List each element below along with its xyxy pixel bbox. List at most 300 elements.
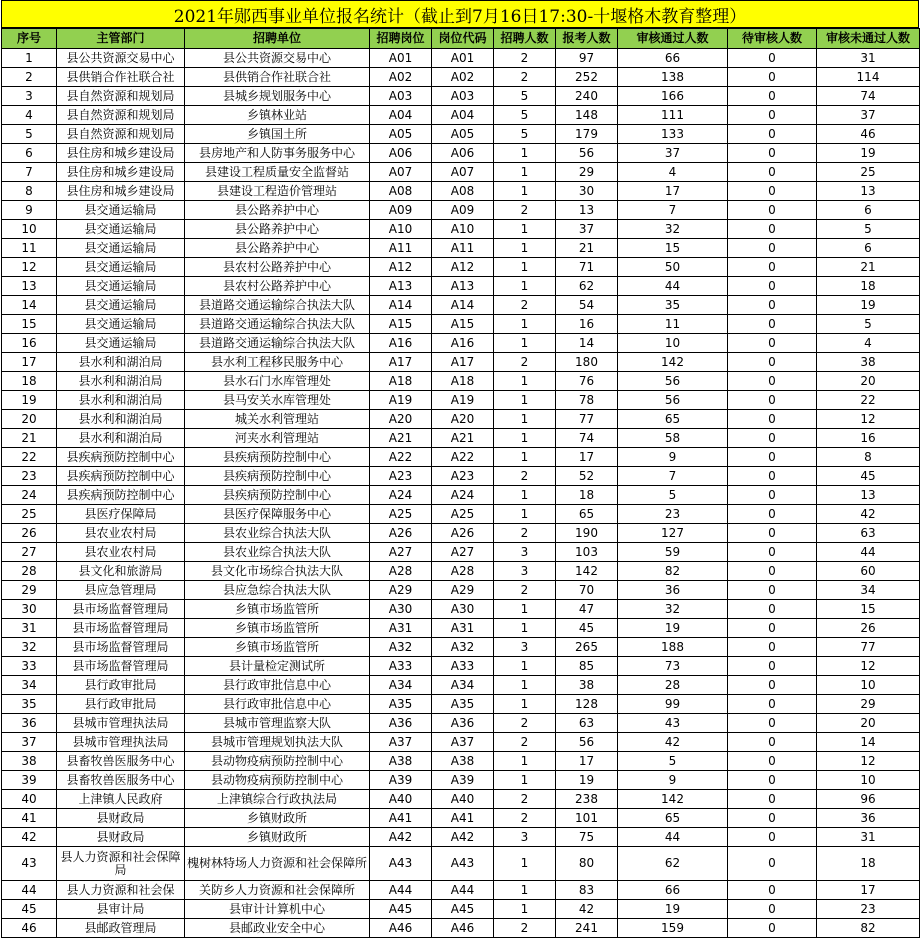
cell-applicants[interactable]: 238 <box>556 790 618 809</box>
cell-pending[interactable]: 0 <box>728 809 817 828</box>
cell-rejected[interactable]: 96 <box>817 790 920 809</box>
cell-position-code[interactable]: A14 <box>432 296 494 315</box>
cell-position[interactable]: A29 <box>370 581 432 600</box>
cell-department[interactable]: 县医疗保障局 <box>57 505 185 524</box>
cell-rejected[interactable]: 19 <box>817 296 920 315</box>
cell-approved[interactable]: 43 <box>618 714 728 733</box>
cell-department[interactable]: 县自然资源和规划局 <box>57 87 185 106</box>
cell-pending[interactable]: 0 <box>728 714 817 733</box>
cell-applicants[interactable]: 63 <box>556 714 618 733</box>
cell-quota[interactable]: 3 <box>494 543 556 562</box>
cell-position-code[interactable]: A33 <box>432 657 494 676</box>
cell-employer[interactable]: 城关水利管理站 <box>185 410 370 429</box>
cell-quota[interactable]: 2 <box>494 790 556 809</box>
cell-position[interactable]: A25 <box>370 505 432 524</box>
cell-applicants[interactable]: 71 <box>556 258 618 277</box>
cell-position-code[interactable]: A24 <box>432 486 494 505</box>
cell-quota[interactable]: 1 <box>494 448 556 467</box>
cell-applicants[interactable]: 16 <box>556 315 618 334</box>
cell-quota[interactable]: 1 <box>494 657 556 676</box>
cell-position[interactable]: A26 <box>370 524 432 543</box>
header-cell-index[interactable]: 序号 <box>2 29 57 49</box>
cell-applicants[interactable]: 42 <box>556 900 618 919</box>
cell-position-code[interactable]: A42 <box>432 828 494 847</box>
cell-department[interactable]: 县畜牧兽医服务中心 <box>57 752 185 771</box>
cell-quota[interactable]: 1 <box>494 600 556 619</box>
cell-index[interactable]: 39 <box>2 771 57 790</box>
cell-index[interactable]: 9 <box>2 201 57 220</box>
cell-employer[interactable]: 乡镇财政所 <box>185 828 370 847</box>
cell-approved[interactable]: 44 <box>618 828 728 847</box>
cell-employer[interactable]: 县建设工程造价管理站 <box>185 182 370 201</box>
cell-index[interactable]: 11 <box>2 239 57 258</box>
cell-rejected[interactable]: 19 <box>817 144 920 163</box>
cell-department[interactable]: 县交通运输局 <box>57 296 185 315</box>
cell-department[interactable]: 县交通运输局 <box>57 315 185 334</box>
cell-applicants[interactable]: 80 <box>556 847 618 881</box>
cell-quota[interactable]: 1 <box>494 847 556 881</box>
cell-employer[interactable]: 县邮政业安全中心 <box>185 919 370 938</box>
cell-department[interactable]: 县交通运输局 <box>57 277 185 296</box>
cell-applicants[interactable]: 37 <box>556 220 618 239</box>
cell-position[interactable]: A43 <box>370 847 432 881</box>
cell-position-code[interactable]: A40 <box>432 790 494 809</box>
cell-pending[interactable]: 0 <box>728 87 817 106</box>
cell-position[interactable]: A14 <box>370 296 432 315</box>
cell-pending[interactable]: 0 <box>728 581 817 600</box>
cell-quota[interactable]: 5 <box>494 87 556 106</box>
cell-position[interactable]: A46 <box>370 919 432 938</box>
cell-employer[interactable]: 县农村公路养护中心 <box>185 258 370 277</box>
cell-applicants[interactable]: 17 <box>556 448 618 467</box>
cell-employer[interactable]: 县疾病预防控制中心 <box>185 448 370 467</box>
cell-department[interactable]: 县市场监督管理局 <box>57 638 185 657</box>
cell-approved[interactable]: 7 <box>618 467 728 486</box>
cell-rejected[interactable]: 26 <box>817 619 920 638</box>
header-cell-approved[interactable]: 审核通过人数 <box>618 29 728 49</box>
cell-applicants[interactable]: 78 <box>556 391 618 410</box>
cell-position-code[interactable]: A06 <box>432 144 494 163</box>
cell-quota[interactable]: 1 <box>494 881 556 900</box>
cell-index[interactable]: 32 <box>2 638 57 657</box>
cell-rejected[interactable]: 60 <box>817 562 920 581</box>
cell-index[interactable]: 16 <box>2 334 57 353</box>
cell-quota[interactable]: 1 <box>494 182 556 201</box>
cell-rejected[interactable]: 31 <box>817 828 920 847</box>
cell-position-code[interactable]: A12 <box>432 258 494 277</box>
cell-quota[interactable]: 1 <box>494 486 556 505</box>
cell-employer[interactable]: 乡镇财政所 <box>185 809 370 828</box>
cell-approved[interactable]: 23 <box>618 505 728 524</box>
cell-index[interactable]: 23 <box>2 467 57 486</box>
cell-rejected[interactable]: 12 <box>817 752 920 771</box>
cell-pending[interactable]: 0 <box>728 239 817 258</box>
cell-applicants[interactable]: 65 <box>556 505 618 524</box>
cell-applicants[interactable]: 180 <box>556 353 618 372</box>
cell-employer[interactable]: 乡镇市场监管所 <box>185 600 370 619</box>
cell-rejected[interactable]: 18 <box>817 277 920 296</box>
cell-applicants[interactable]: 103 <box>556 543 618 562</box>
cell-index[interactable]: 10 <box>2 220 57 239</box>
cell-pending[interactable]: 0 <box>728 881 817 900</box>
cell-approved[interactable]: 65 <box>618 809 728 828</box>
cell-position[interactable]: A40 <box>370 790 432 809</box>
cell-index[interactable]: 34 <box>2 676 57 695</box>
cell-applicants[interactable]: 54 <box>556 296 618 315</box>
cell-position[interactable]: A21 <box>370 429 432 448</box>
cell-employer[interactable]: 乡镇市场监管所 <box>185 638 370 657</box>
cell-employer[interactable]: 县房地产和人防事务服务中心 <box>185 144 370 163</box>
cell-quota[interactable]: 1 <box>494 239 556 258</box>
cell-position[interactable]: A06 <box>370 144 432 163</box>
cell-quota[interactable]: 2 <box>494 353 556 372</box>
cell-employer[interactable]: 上津镇综合行政执法局 <box>185 790 370 809</box>
cell-position[interactable]: A08 <box>370 182 432 201</box>
cell-index[interactable]: 18 <box>2 372 57 391</box>
cell-position-code[interactable]: A37 <box>432 733 494 752</box>
cell-quota[interactable]: 1 <box>494 676 556 695</box>
cell-position-code[interactable]: A10 <box>432 220 494 239</box>
cell-position[interactable]: A03 <box>370 87 432 106</box>
cell-department[interactable]: 县城市管理执法局 <box>57 733 185 752</box>
cell-approved[interactable]: 42 <box>618 733 728 752</box>
cell-index[interactable]: 33 <box>2 657 57 676</box>
cell-employer[interactable]: 县行政审批信息中心 <box>185 676 370 695</box>
cell-index[interactable]: 27 <box>2 543 57 562</box>
cell-pending[interactable]: 0 <box>728 524 817 543</box>
cell-pending[interactable]: 0 <box>728 410 817 429</box>
cell-index[interactable]: 24 <box>2 486 57 505</box>
cell-employer[interactable]: 县供销合作社联合社 <box>185 68 370 87</box>
cell-index[interactable]: 5 <box>2 125 57 144</box>
cell-position[interactable]: A44 <box>370 881 432 900</box>
cell-department[interactable]: 县邮政管理局 <box>57 919 185 938</box>
cell-approved[interactable]: 56 <box>618 372 728 391</box>
cell-position[interactable]: A10 <box>370 220 432 239</box>
cell-applicants[interactable]: 45 <box>556 619 618 638</box>
header-cell-department[interactable]: 主管部门 <box>57 29 185 49</box>
cell-pending[interactable]: 0 <box>728 201 817 220</box>
cell-index[interactable]: 12 <box>2 258 57 277</box>
cell-approved[interactable]: 7 <box>618 201 728 220</box>
cell-pending[interactable]: 0 <box>728 144 817 163</box>
cell-position[interactable]: A18 <box>370 372 432 391</box>
cell-applicants[interactable]: 13 <box>556 201 618 220</box>
cell-employer[interactable]: 乡镇市场监管所 <box>185 619 370 638</box>
cell-employer[interactable]: 河夹水利管理站 <box>185 429 370 448</box>
cell-quota[interactable]: 3 <box>494 562 556 581</box>
cell-applicants[interactable]: 30 <box>556 182 618 201</box>
cell-quota[interactable]: 2 <box>494 296 556 315</box>
cell-applicants[interactable]: 29 <box>556 163 618 182</box>
cell-position-code[interactable]: A36 <box>432 714 494 733</box>
cell-quota[interactable]: 1 <box>494 505 556 524</box>
cell-quota[interactable]: 1 <box>494 315 556 334</box>
cell-approved[interactable]: 32 <box>618 220 728 239</box>
cell-position-code[interactable]: A27 <box>432 543 494 562</box>
cell-applicants[interactable]: 19 <box>556 771 618 790</box>
cell-position[interactable]: A27 <box>370 543 432 562</box>
cell-position[interactable]: A28 <box>370 562 432 581</box>
cell-position[interactable]: A41 <box>370 809 432 828</box>
cell-index[interactable]: 46 <box>2 919 57 938</box>
cell-applicants[interactable]: 190 <box>556 524 618 543</box>
cell-position-code[interactable]: A44 <box>432 881 494 900</box>
cell-applicants[interactable]: 38 <box>556 676 618 695</box>
cell-position[interactable]: A13 <box>370 277 432 296</box>
cell-index[interactable]: 37 <box>2 733 57 752</box>
cell-department[interactable]: 县应急管理局 <box>57 581 185 600</box>
cell-pending[interactable]: 0 <box>728 182 817 201</box>
cell-rejected[interactable]: 5 <box>817 315 920 334</box>
cell-quota[interactable]: 2 <box>494 201 556 220</box>
cell-pending[interactable]: 0 <box>728 505 817 524</box>
cell-quota[interactable]: 1 <box>494 144 556 163</box>
cell-rejected[interactable]: 36 <box>817 809 920 828</box>
cell-employer[interactable]: 县应急综合执法大队 <box>185 581 370 600</box>
cell-approved[interactable]: 4 <box>618 163 728 182</box>
cell-department[interactable]: 县城市管理执法局 <box>57 714 185 733</box>
cell-position[interactable]: A19 <box>370 391 432 410</box>
cell-position[interactable]: A01 <box>370 49 432 68</box>
cell-rejected[interactable]: 20 <box>817 372 920 391</box>
cell-employer[interactable]: 乡镇国土所 <box>185 125 370 144</box>
cell-index[interactable]: 2 <box>2 68 57 87</box>
cell-department[interactable]: 县行政审批局 <box>57 676 185 695</box>
cell-approved[interactable]: 5 <box>618 486 728 505</box>
cell-approved[interactable]: 59 <box>618 543 728 562</box>
cell-index[interactable]: 17 <box>2 353 57 372</box>
cell-position[interactable]: A32 <box>370 638 432 657</box>
cell-employer[interactable]: 县道路交通运输综合执法大队 <box>185 296 370 315</box>
cell-approved[interactable]: 159 <box>618 919 728 938</box>
cell-department[interactable]: 上津镇人民政府 <box>57 790 185 809</box>
cell-rejected[interactable]: 14 <box>817 733 920 752</box>
cell-approved[interactable]: 188 <box>618 638 728 657</box>
cell-approved[interactable]: 11 <box>618 315 728 334</box>
cell-position[interactable]: A24 <box>370 486 432 505</box>
cell-index[interactable]: 1 <box>2 49 57 68</box>
cell-rejected[interactable]: 10 <box>817 676 920 695</box>
cell-approved[interactable]: 142 <box>618 790 728 809</box>
cell-position[interactable]: A30 <box>370 600 432 619</box>
cell-position-code[interactable]: A15 <box>432 315 494 334</box>
cell-applicants[interactable]: 18 <box>556 486 618 505</box>
cell-position[interactable]: A34 <box>370 676 432 695</box>
cell-approved[interactable]: 5 <box>618 752 728 771</box>
cell-rejected[interactable]: 29 <box>817 695 920 714</box>
cell-employer[interactable]: 县疾病预防控制中心 <box>185 486 370 505</box>
cell-pending[interactable]: 0 <box>728 467 817 486</box>
cell-position-code[interactable]: A17 <box>432 353 494 372</box>
cell-position[interactable]: A20 <box>370 410 432 429</box>
cell-quota[interactable]: 1 <box>494 619 556 638</box>
cell-pending[interactable]: 0 <box>728 619 817 638</box>
cell-pending[interactable]: 0 <box>728 296 817 315</box>
cell-rejected[interactable]: 20 <box>817 714 920 733</box>
cell-employer[interactable]: 关防乡人力资源和社会保障所 <box>185 881 370 900</box>
cell-department[interactable]: 县水利和湖泊局 <box>57 372 185 391</box>
header-cell-pending[interactable]: 待审核人数 <box>728 29 817 49</box>
cell-rejected[interactable]: 37 <box>817 106 920 125</box>
cell-position[interactable]: A12 <box>370 258 432 277</box>
cell-employer[interactable]: 县行政审批信息中心 <box>185 695 370 714</box>
cell-department[interactable]: 县财政局 <box>57 828 185 847</box>
cell-applicants[interactable]: 101 <box>556 809 618 828</box>
cell-applicants[interactable]: 62 <box>556 277 618 296</box>
cell-applicants[interactable]: 76 <box>556 372 618 391</box>
cell-employer[interactable]: 县公共资源交易中心 <box>185 49 370 68</box>
cell-rejected[interactable]: 18 <box>817 847 920 881</box>
cell-position-code[interactable]: A01 <box>432 49 494 68</box>
cell-position-code[interactable]: A31 <box>432 619 494 638</box>
cell-position[interactable]: A17 <box>370 353 432 372</box>
cell-quota[interactable]: 2 <box>494 467 556 486</box>
cell-employer[interactable]: 县城市管理监察大队 <box>185 714 370 733</box>
cell-index[interactable]: 8 <box>2 182 57 201</box>
cell-applicants[interactable]: 70 <box>556 581 618 600</box>
cell-position-code[interactable]: A30 <box>432 600 494 619</box>
cell-position[interactable]: A35 <box>370 695 432 714</box>
cell-approved[interactable]: 17 <box>618 182 728 201</box>
cell-approved[interactable]: 127 <box>618 524 728 543</box>
cell-pending[interactable]: 0 <box>728 486 817 505</box>
cell-pending[interactable]: 0 <box>728 790 817 809</box>
cell-department[interactable]: 县水利和湖泊局 <box>57 429 185 448</box>
cell-rejected[interactable]: 46 <box>817 125 920 144</box>
cell-position-code[interactable]: A34 <box>432 676 494 695</box>
cell-department[interactable]: 县交通运输局 <box>57 239 185 258</box>
cell-rejected[interactable]: 44 <box>817 543 920 562</box>
cell-employer[interactable]: 县道路交通运输综合执法大队 <box>185 315 370 334</box>
cell-quota[interactable]: 1 <box>494 163 556 182</box>
cell-pending[interactable]: 0 <box>728 353 817 372</box>
cell-employer[interactable]: 槐树林特场人力资源和社会保障所 <box>185 847 370 881</box>
cell-rejected[interactable]: 15 <box>817 600 920 619</box>
cell-quota[interactable]: 1 <box>494 771 556 790</box>
cell-index[interactable]: 7 <box>2 163 57 182</box>
cell-rejected[interactable]: 4 <box>817 334 920 353</box>
cell-quota[interactable]: 1 <box>494 429 556 448</box>
cell-approved[interactable]: 35 <box>618 296 728 315</box>
cell-position-code[interactable]: A38 <box>432 752 494 771</box>
cell-department[interactable]: 县交通运输局 <box>57 201 185 220</box>
cell-pending[interactable]: 0 <box>728 372 817 391</box>
cell-employer[interactable]: 县计量检定测试所 <box>185 657 370 676</box>
cell-rejected[interactable]: 82 <box>817 919 920 938</box>
cell-position-code[interactable]: A35 <box>432 695 494 714</box>
cell-employer[interactable]: 县城市管理规划执法大队 <box>185 733 370 752</box>
cell-applicants[interactable]: 21 <box>556 239 618 258</box>
cell-department[interactable]: 县住房和城乡建设局 <box>57 182 185 201</box>
cell-pending[interactable]: 0 <box>728 334 817 353</box>
cell-position[interactable]: A09 <box>370 201 432 220</box>
cell-department[interactable]: 县市场监督管理局 <box>57 600 185 619</box>
cell-applicants[interactable]: 148 <box>556 106 618 125</box>
cell-rejected[interactable]: 63 <box>817 524 920 543</box>
cell-applicants[interactable]: 75 <box>556 828 618 847</box>
cell-applicants[interactable]: 14 <box>556 334 618 353</box>
cell-position[interactable]: A38 <box>370 752 432 771</box>
cell-employer[interactable]: 县动物疫病预防控制中心 <box>185 752 370 771</box>
cell-pending[interactable]: 0 <box>728 900 817 919</box>
cell-index[interactable]: 6 <box>2 144 57 163</box>
cell-position[interactable]: A02 <box>370 68 432 87</box>
cell-rejected[interactable]: 13 <box>817 182 920 201</box>
cell-department[interactable]: 县自然资源和规划局 <box>57 106 185 125</box>
cell-pending[interactable]: 0 <box>728 315 817 334</box>
cell-rejected[interactable]: 74 <box>817 87 920 106</box>
cell-index[interactable]: 30 <box>2 600 57 619</box>
cell-pending[interactable]: 0 <box>728 600 817 619</box>
cell-quota[interactable]: 2 <box>494 581 556 600</box>
cell-index[interactable]: 41 <box>2 809 57 828</box>
cell-department[interactable]: 县市场监督管理局 <box>57 619 185 638</box>
cell-index[interactable]: 15 <box>2 315 57 334</box>
cell-quota[interactable]: 2 <box>494 68 556 87</box>
cell-department[interactable]: 县疾病预防控制中心 <box>57 486 185 505</box>
cell-rejected[interactable]: 34 <box>817 581 920 600</box>
cell-position-code[interactable]: A03 <box>432 87 494 106</box>
cell-department[interactable]: 县人力资源和社会保障局 <box>57 847 185 881</box>
cell-index[interactable]: 40 <box>2 790 57 809</box>
header-cell-quota[interactable]: 招聘人数 <box>494 29 556 49</box>
cell-department[interactable]: 县交通运输局 <box>57 334 185 353</box>
cell-position[interactable]: A36 <box>370 714 432 733</box>
cell-pending[interactable]: 0 <box>728 771 817 790</box>
cell-department[interactable]: 县交通运输局 <box>57 258 185 277</box>
cell-position-code[interactable]: A26 <box>432 524 494 543</box>
cell-employer[interactable]: 县公路养护中心 <box>185 239 370 258</box>
cell-rejected[interactable]: 38 <box>817 353 920 372</box>
cell-pending[interactable]: 0 <box>728 543 817 562</box>
cell-employer[interactable]: 县农村公路养护中心 <box>185 277 370 296</box>
header-cell-employer[interactable]: 招聘单位 <box>185 29 370 49</box>
cell-pending[interactable]: 0 <box>728 429 817 448</box>
cell-position-code[interactable]: A13 <box>432 277 494 296</box>
cell-index[interactable]: 44 <box>2 881 57 900</box>
cell-position[interactable]: A04 <box>370 106 432 125</box>
cell-position[interactable]: A37 <box>370 733 432 752</box>
cell-quota[interactable]: 2 <box>494 733 556 752</box>
cell-rejected[interactable]: 8 <box>817 448 920 467</box>
cell-position-code[interactable]: A18 <box>432 372 494 391</box>
cell-quota[interactable]: 5 <box>494 106 556 125</box>
cell-index[interactable]: 45 <box>2 900 57 919</box>
cell-applicants[interactable]: 52 <box>556 467 618 486</box>
cell-position-code[interactable]: A39 <box>432 771 494 790</box>
cell-index[interactable]: 36 <box>2 714 57 733</box>
cell-position-code[interactable]: A16 <box>432 334 494 353</box>
cell-employer[interactable]: 县医疗保障服务中心 <box>185 505 370 524</box>
cell-pending[interactable]: 0 <box>728 106 817 125</box>
cell-applicants[interactable]: 97 <box>556 49 618 68</box>
cell-approved[interactable]: 9 <box>618 448 728 467</box>
cell-position-code[interactable]: A45 <box>432 900 494 919</box>
cell-department[interactable]: 县财政局 <box>57 809 185 828</box>
cell-department[interactable]: 县疾病预防控制中心 <box>57 448 185 467</box>
cell-quota[interactable]: 2 <box>494 49 556 68</box>
cell-approved[interactable]: 99 <box>618 695 728 714</box>
cell-department[interactable]: 县供销合作社联合社 <box>57 68 185 87</box>
cell-position-code[interactable]: A21 <box>432 429 494 448</box>
cell-approved[interactable]: 56 <box>618 391 728 410</box>
cell-rejected[interactable]: 42 <box>817 505 920 524</box>
cell-employer[interactable]: 县公路养护中心 <box>185 201 370 220</box>
cell-pending[interactable]: 0 <box>728 391 817 410</box>
cell-department[interactable]: 县住房和城乡建设局 <box>57 163 185 182</box>
cell-index[interactable]: 4 <box>2 106 57 125</box>
